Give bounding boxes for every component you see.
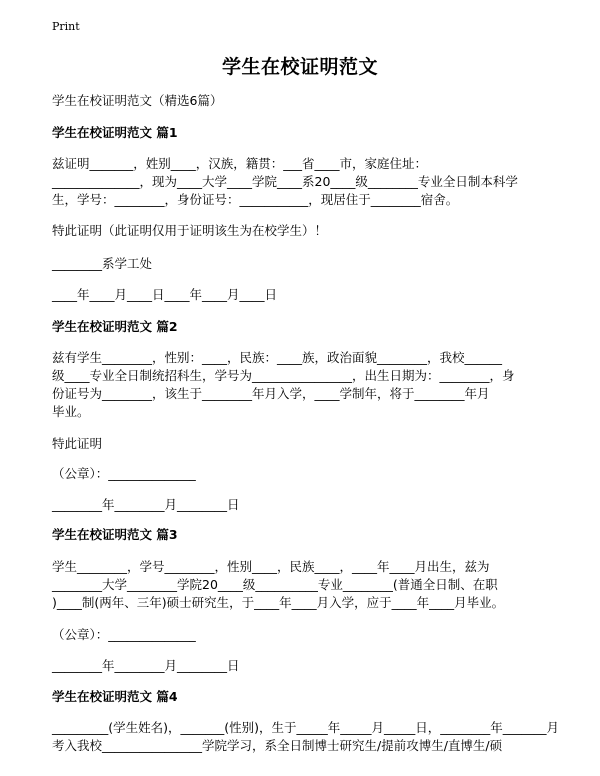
print-link[interactable]: Print bbox=[52, 20, 80, 33]
section-2-line-2: 级____专业全日制统招科生，学号为________________，出生日期为：________，身 bbox=[52, 368, 515, 383]
section-2-line-3: 份证号为________，该生于________年月入学，____学制年，将于________年月 bbox=[52, 386, 490, 401]
section-1-date: ____年____月____日____年____月____日 bbox=[52, 287, 278, 302]
section-2-line-1: 兹有学生________，性别：____，民族：____族，政治面貌________，我校______ bbox=[52, 350, 503, 365]
section-3-line-3: )____制(两年、三年)硕士研究生，于____年____月入学，应于____年____月毕业。 bbox=[52, 595, 505, 610]
section-1-heading: 学生在校证明范文 篇1 bbox=[52, 125, 178, 140]
section-2-note: 特此证明 bbox=[52, 436, 103, 451]
subtitle: 学生在校证明范文（精选6篇） bbox=[52, 93, 223, 108]
section-2-date: ________年________月________日 bbox=[52, 497, 240, 512]
section-4-line-1: _________(学生姓名)，_______(性别)，生于_____年_____月_____日，________年_______月 bbox=[52, 720, 560, 735]
section-1-line-3: 生，学号：________，身份证号：___________，现居住于________宿舍。 bbox=[52, 192, 459, 207]
section-1-line-1: 兹证明_______，姓别____，汉族，籍贯：___省____市，家庭住址： bbox=[52, 156, 428, 171]
section-4-line-2: 考入我校________________学院学习，系全日制博士研究生/提前攻博生/直博生/硕 bbox=[52, 738, 503, 753]
section-1-line-2: ______________，现为____大学____学院____系20____级________专业全日制本科学 bbox=[52, 174, 518, 189]
section-1-office: ________系学工处 bbox=[52, 256, 153, 271]
section-3-stamp: （公章）：______________ bbox=[52, 627, 196, 642]
section-2-stamp: （公章）：______________ bbox=[52, 466, 196, 481]
section-3-line-1: 学生________，学号________，性别____，民族____，____年____月出生，兹为 bbox=[52, 559, 490, 574]
section-3-date: ________年________月________日 bbox=[52, 658, 240, 673]
page-title: 学生在校证明范文 bbox=[221, 56, 378, 78]
section-3-heading: 学生在校证明范文 篇3 bbox=[52, 527, 178, 542]
section-4-heading: 学生在校证明范文 篇4 bbox=[52, 689, 178, 704]
section-2-heading: 学生在校证明范文 篇2 bbox=[52, 319, 178, 334]
section-3-line-2: ________大学________学院20____级__________专业________(普通全日制、在职 bbox=[52, 577, 498, 592]
section-2-line-4: 毕业。 bbox=[52, 404, 90, 419]
section-1-note: 特此证明（此证明仅用于证明该生为在校学生）！ bbox=[52, 223, 328, 238]
